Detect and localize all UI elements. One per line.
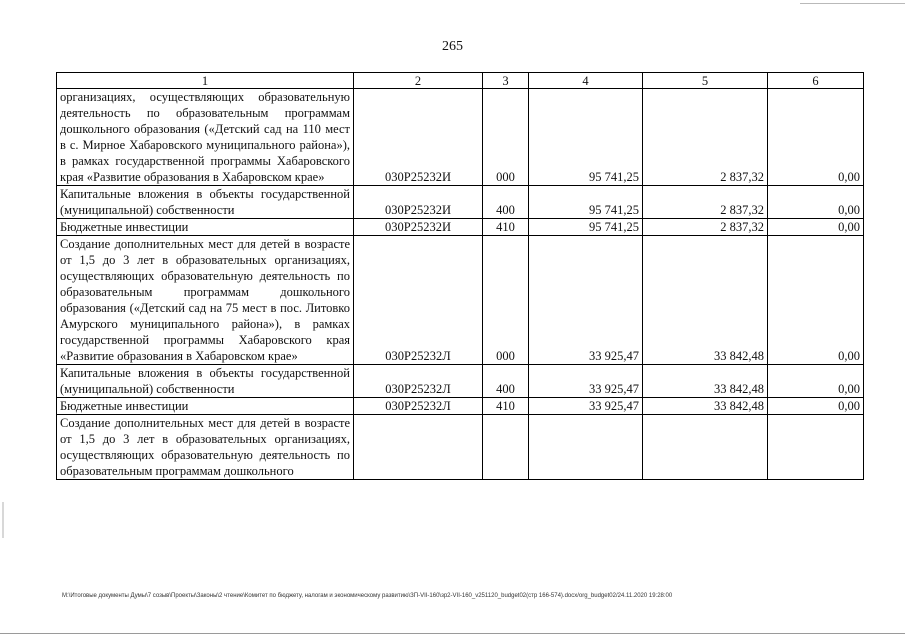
- column-header-2: 2: [354, 73, 483, 89]
- top-edge-rule: [800, 3, 905, 4]
- target-article-code-cell: 030P25232Л: [354, 398, 483, 415]
- amount-col5-cell: 2 837,32: [643, 89, 768, 186]
- amount-col6-cell: 0,00: [768, 186, 864, 219]
- expense-type-cell: 400: [483, 365, 529, 398]
- amount-col4-cell: 95 741,25: [529, 219, 643, 236]
- table-row: [57, 186, 864, 219]
- amount-col6-cell: 0,00: [768, 398, 864, 415]
- amount-col4-cell: 95 741,25: [529, 186, 643, 219]
- expense-type-cell: 410: [483, 219, 529, 236]
- amount-col5-cell: 2 837,32: [643, 186, 768, 219]
- amount-col6-cell: 0,00: [768, 219, 864, 236]
- column-header-3: 3: [483, 73, 529, 89]
- target-article-code-cell: 030P25232И: [354, 219, 483, 236]
- target-article-code-cell: 030P25232Л: [354, 365, 483, 398]
- target-article-code-cell: 030P25232И: [354, 186, 483, 219]
- amount-col4-cell: 33 925,47: [529, 398, 643, 415]
- row-name-cell: Бюджетные инвестиции: [57, 219, 354, 236]
- expense-type-cell: 400: [483, 186, 529, 219]
- expense-type-cell: 410: [483, 398, 529, 415]
- amount-col6-cell: 0,00: [768, 236, 864, 365]
- table-row: [57, 398, 864, 415]
- column-header-4: 4: [529, 73, 643, 89]
- scan-mark: [2, 502, 4, 538]
- page-number: 265: [442, 39, 463, 54]
- target-article-code-cell: [354, 415, 483, 480]
- amount-col5-cell: 33 842,48: [643, 365, 768, 398]
- row-name-cell: Бюджетные инвестиции: [57, 398, 354, 415]
- table-row: [57, 415, 864, 480]
- amount-col4-cell: [529, 415, 643, 480]
- amount-col4-cell: 33 925,47: [529, 365, 643, 398]
- row-name-cell: Создание дополнительных мест для детей в возрасте от 1,5 до 3 лет в образовательных организациях, осуществляющих образовательную деятельность по образовательным программам дошкольного: [57, 415, 354, 480]
- row-name-cell: организациях, осуществляющих образовательную деятельность по образовательным программам дошкольного образования («Детский сад на 110 мест в с. Мирное Хабаровского муниципального района»), в рамках государственной программы Хабаровского края «Развитие образования в Хабаровском крае»: [57, 89, 354, 186]
- target-article-code-cell: 030P25232И: [354, 89, 483, 186]
- table-row: [57, 236, 864, 365]
- footer-file-path: M:\Итоговые документы Думы\7 созыв\Проекты\Законы\2 чтение\Комитет по бюджету, налогам и экономическому развитию\ЗП-VII-160\зр2-VII-160_v251120_budget02(стр 166-574).docx/org_budget02/24.11.2020 19:28:00: [62, 593, 673, 599]
- row-name-cell: Капитальные вложения в объекты государственной (муниципальной) собственности: [57, 186, 354, 219]
- table-row: [57, 89, 864, 186]
- amount-col5-cell: 33 842,48: [643, 398, 768, 415]
- column-header-row: [57, 73, 864, 89]
- budget-table: [56, 72, 864, 480]
- column-header-6: 6: [768, 73, 864, 89]
- expense-type-cell: [483, 415, 529, 480]
- amount-col5-cell: 2 837,32: [643, 219, 768, 236]
- amount-col6-cell: 0,00: [768, 89, 864, 186]
- amount-col4-cell: 33 925,47: [529, 236, 643, 365]
- expense-type-cell: 000: [483, 89, 529, 186]
- table-row: [57, 219, 864, 236]
- amount-col5-cell: 33 842,48: [643, 236, 768, 365]
- amount-col4-cell: 95 741,25: [529, 89, 643, 186]
- amount-col6-cell: [768, 415, 864, 480]
- row-name-cell: Создание дополнительных мест для детей в возрасте от 1,5 до 3 лет в образовательных организациях, осуществляющих образовательную деятельность по образовательным программам дошкольного образования («Детский сад на 75 мест в пос. Литовко Амурского муниципального района»), в рамках государственной программы Хабаровского края «Развитие образования в Хабаровском крае»: [57, 236, 354, 365]
- amount-col5-cell: [643, 415, 768, 480]
- column-header-1: 1: [57, 73, 354, 89]
- bottom-edge-rule: [0, 633, 905, 634]
- column-header-5: 5: [643, 73, 768, 89]
- expense-type-cell: 000: [483, 236, 529, 365]
- table-body: [57, 73, 864, 480]
- target-article-code-cell: 030P25232Л: [354, 236, 483, 365]
- amount-col6-cell: 0,00: [768, 365, 864, 398]
- table-row: [57, 365, 864, 398]
- row-name-cell: Капитальные вложения в объекты государственной (муниципальной) собственности: [57, 365, 354, 398]
